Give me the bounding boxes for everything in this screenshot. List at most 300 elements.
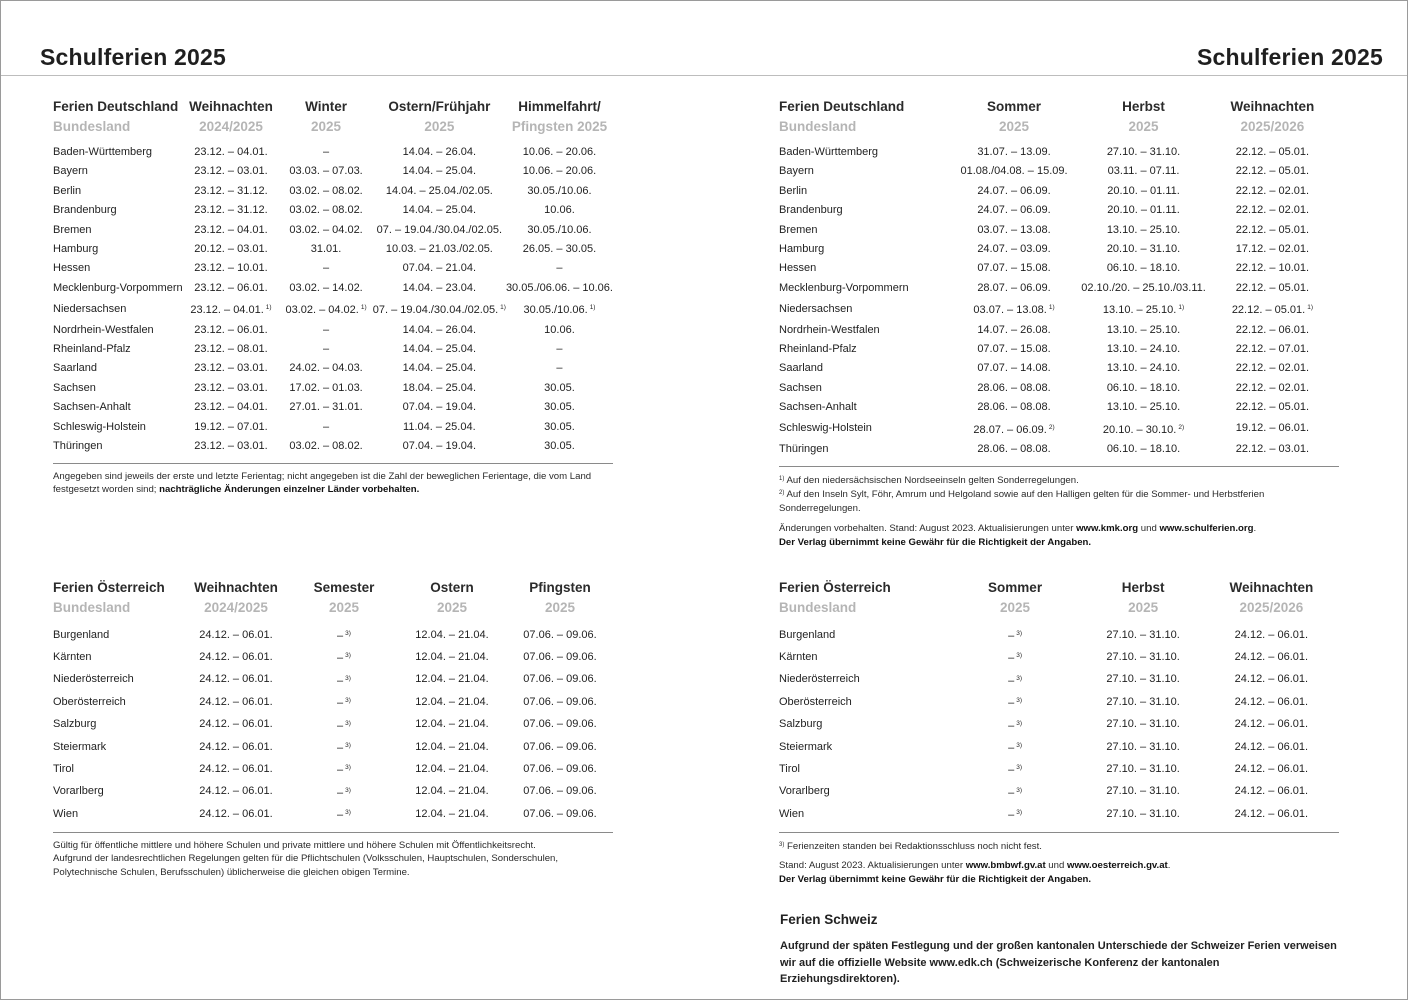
cell-text: Bayern [53,165,88,178]
footnote-text [53,470,613,498]
column-header-sub: 2025 [1000,599,1031,615]
date-range [183,221,280,240]
date-range [183,182,280,201]
cell-text: 27.10. – 31.10. [1106,762,1180,775]
date-range [279,379,372,398]
cell-text: 30.05. [544,381,575,394]
footnote-oesterreich-left [53,839,613,880]
region-name [53,646,181,668]
cell-text: Wien [53,807,79,820]
date-range [183,201,280,220]
date-range [183,418,280,437]
cell-text: Salzburg [779,718,823,731]
cell-text: 12.04. – 21.04. [415,628,489,641]
cell-text: – [1008,764,1015,777]
cell-text: 24.12. – 06.01. [199,740,273,753]
cell-text: 10.06. – 20.06. [522,146,597,158]
date-range [291,691,397,713]
column-header-sub: Bundesland [779,599,857,615]
cell-text: 07.04. – 19.04. [402,440,477,453]
date-range [181,714,291,736]
date-range [1081,201,1206,220]
table-row [779,201,1339,220]
cell-text: Burgenland [53,628,110,641]
cell-text: Hamburg [779,243,825,256]
cell-text: 12.04. – 21.04. [415,785,489,798]
section-deutschland-right [779,97,1339,549]
date-range [279,143,372,162]
date-range [947,298,1081,320]
table-row [53,259,613,278]
cell-text: 28.06. – 08.08. [977,443,1051,456]
cell-text: 30.05. [544,420,575,433]
date-range [947,221,1081,240]
cell-text: 30.05./06.06. – 10.06. [505,281,613,294]
date-range [181,691,291,713]
date-range [181,781,291,803]
cell-text: 24.12. – 06.01. [199,762,273,775]
cell-text: 18.04. – 25.04. [402,381,477,394]
date-range [1081,298,1206,320]
table-divider [779,466,1339,467]
date-range [1081,279,1206,298]
cell-text: 27.10. – 31.10. [1106,718,1180,731]
cell-text: Bayern [779,165,814,178]
table-row [779,340,1339,359]
cell-text: – [337,764,344,777]
cell-text: – [556,343,563,356]
column-header [279,97,372,143]
region-name [53,669,181,691]
column-header-main: Ostern [430,580,474,595]
cell-text: 24.12. – 06.01. [199,718,273,731]
page-title-right: Schulferien 2025 [1196,44,1383,70]
date-range [279,321,372,340]
page-title-left: Schulferien 2025 [40,44,227,70]
date-range [1206,259,1339,278]
cell-text: Berlin [779,184,808,197]
table-row [779,781,1339,803]
cell-text: – [337,809,344,822]
region-name [779,803,948,825]
date-range [507,669,613,691]
table-row [779,803,1339,825]
link-schulferien[interactable]: www.schulferien.org [1159,522,1254,534]
date-range [506,321,613,340]
column-header [183,97,280,143]
cell-text: – [337,652,344,665]
column-header-sub: 2025 [436,599,468,615]
date-range [947,201,1081,220]
date-range [947,321,1081,340]
cell-text: Steiermark [779,740,833,753]
cell-text: 23.12. – 06.01. [194,281,268,294]
region-name [53,162,183,181]
cell-text: 22.12. – 10.01. [1235,262,1310,275]
column-header [53,97,183,143]
date-range [507,781,613,803]
table-row [779,162,1339,181]
date-range [181,758,291,780]
region-name [779,162,947,181]
date-range [1082,714,1203,736]
cell-text: Wien [779,807,805,820]
cell-text: 13.10. – 25.10. [1106,223,1181,236]
table-row [53,781,613,803]
column-header-sub: 2025 [544,599,576,615]
table-row [53,691,613,713]
column-header-sub: 2025 [1128,118,1159,134]
date-range [506,182,613,201]
cell-text: – [322,323,330,336]
cell-text: 07.06. – 09.06. [523,740,597,753]
date-range [1081,259,1206,278]
cell-text: 26.05. – 30.05. [522,243,597,256]
cell-text: 24.12. – 06.01. [1234,762,1309,775]
cell-text: 19.12. – 06.01. [1235,422,1310,435]
cell-text: 07.07. – 15.08. [977,262,1051,275]
cell-text: 12.04. – 21.04. [415,673,489,686]
date-range [291,669,397,691]
cell-text: 23.12. – 04.01. [194,401,268,414]
cell-text: 30.05./10.06. [527,223,592,236]
date-range [1081,240,1206,259]
cell-text: 22.12. – 05.01. [1235,281,1310,294]
region-name [53,418,183,437]
cell-text: Rheinland-Pfalz [53,343,131,356]
table-row [779,298,1339,320]
date-range [373,221,506,240]
region-name [779,714,948,736]
table-row [53,398,613,417]
cell-text: Berlin [53,184,82,197]
table-row [779,669,1339,691]
date-range [948,803,1083,825]
date-range [183,259,280,278]
table-row [53,803,613,825]
date-range [291,714,397,736]
table-row [779,714,1339,736]
cell-text: 22.12. – 02.01. [1235,184,1310,197]
date-range [947,259,1081,278]
column-header [397,578,507,624]
table-row [779,646,1339,668]
table-row [53,359,613,378]
cell-text: 10.06. [544,323,575,336]
cell-text: 12.04. – 21.04. [415,740,489,753]
table-row [779,182,1339,201]
table-row [779,691,1339,713]
region-name [779,646,948,668]
cell-text: 07. – 19.04./30.04./02.05. [376,223,503,236]
cell-text: 14.04. – 25.04. [402,362,477,375]
date-range [1082,781,1203,803]
column-header-sub: Bundesland [779,118,857,134]
cell-text: 23.12. – 04.01. [194,146,268,158]
region-name [53,359,183,378]
cell-text: 27.10. – 31.10. [1106,807,1180,820]
cell-text: – [322,146,330,158]
column-header-sub: Pfingsten 2025 [511,118,608,134]
cell-text: Vorarlberg [779,785,830,798]
cell-text: Sachsen [779,381,822,394]
footnote-marker: 3) [1016,742,1023,750]
region-name [779,221,947,240]
cell-text: 03.11. – 07.11. [1107,165,1180,178]
cell-text: 22.12. – 05.01. [1235,223,1310,236]
date-range [279,182,372,201]
column-header [53,578,181,624]
cell-text: 22.12. – 06.01. [1235,323,1310,336]
cell-text: 12.04. – 21.04. [415,762,489,775]
footnote-marker: 3) [345,809,351,817]
cell-text: Saarland [53,362,98,375]
date-range [1206,240,1339,259]
column-header-main: Ferien Deutschland [53,99,179,114]
date-range [506,398,613,417]
cell-text: 03.07. – 13.08. [977,223,1051,236]
link-kmk[interactable]: www.kmk.org [1076,522,1139,534]
cell-text: – [1008,742,1015,755]
date-range [279,279,372,298]
cell-text: 03.02. – 08.02. [289,204,363,217]
date-range [948,669,1083,691]
column-header [948,578,1083,624]
table-row [53,221,613,240]
cell-text: 27.10. – 31.10. [1106,673,1180,686]
cell-text: 06.10. – 18.10. [1106,381,1181,394]
cell-text: 22.12. – 07.01. [1235,343,1310,356]
date-range [948,714,1083,736]
date-range [1204,669,1339,691]
cell-text: 22.12. – 02.01. [1235,204,1310,217]
section-deutschland-left [53,97,613,497]
cell-text: 24.12. – 06.01. [1234,807,1309,820]
footnote-2: $^{2)}$ Auf den Inseln Sylt, Föhr, Amrum und Helgoland sowie auf den Halligen gelten für die Sommer- und Herbstferien Sonderregelungen. [779,489,1265,515]
footnote-marker: 3) [345,697,351,705]
region-name [779,691,948,713]
region-name [53,182,183,201]
section-oesterreich-left [53,578,613,880]
date-range [373,240,506,259]
column-header-main: Herbst [1121,580,1165,595]
cell-text: 24.12. – 06.01. [199,673,273,686]
cell-text: 12.04. – 21.04. [415,807,489,820]
cell-text: Tirol [53,762,74,775]
table-row [53,624,613,646]
column-header-main: Weihnachten [1230,99,1315,114]
footnote-marker: 3) [345,786,351,794]
cell-text: – [1008,652,1015,665]
table-oesterreich-left [53,578,613,826]
cell-text: 10.06. [544,204,575,217]
date-range [1206,201,1339,220]
date-range [1082,758,1203,780]
cell-text: Bremen [779,223,818,236]
date-range [506,340,613,359]
table-row [53,162,613,181]
cell-text: – [1008,697,1015,710]
link-bmbwf[interactable]: www.bmbwf.gv.at [965,860,1046,872]
region-name [779,340,947,359]
cell-text: 14.04. – 23.04. [402,281,477,294]
table-row [53,669,613,691]
date-range [291,736,397,758]
footnote-deutschland-left [53,470,613,498]
cell-text: 23.12. – 03.01. [194,381,268,394]
date-range [279,162,372,181]
cell-text: 03.03. – 07.03. [289,165,363,178]
cell-text: 20.10. – 01.11. [1107,184,1180,197]
cell-text: 07.07. – 15.08. [977,343,1051,356]
date-range [1082,736,1203,758]
cell-text: 19.12. – 07.01. [194,420,268,433]
date-range [947,240,1081,259]
region-name [53,201,183,220]
table-row [779,624,1339,646]
column-header [947,97,1081,143]
cell-text: Sachsen-Anhalt [779,401,857,414]
date-range [397,758,507,780]
cell-text: 14.04. – 25.04. [402,343,477,356]
date-range [947,398,1081,417]
cell-text: – [1008,630,1015,642]
disclaimer: Der Verlag übernimmt keine Gewähr für die Richtigkeit der Angaben. [779,874,1092,886]
date-range [183,298,280,320]
cell-text: 22.12. – 05.01. [1235,165,1310,178]
region-name [779,669,948,691]
date-range [1206,379,1339,398]
table-row [53,736,613,758]
cell-text: 23.12. – 31.12. [194,204,268,217]
cell-text: 24.12. – 06.01. [1234,628,1309,641]
region-name [779,736,948,758]
date-range [1082,803,1203,825]
table-row [779,359,1339,378]
column-header-sub: 2024/2025 [199,118,263,134]
footnote-marker: 3) [345,742,351,750]
cell-text: Hessen [779,262,817,275]
cell-text: – [337,697,344,710]
cell-text: 28.07. – 06.09. [973,423,1047,436]
column-header [373,97,506,143]
cell-text: Hessen [53,262,91,275]
date-range [1206,182,1339,201]
cell-text: 14.04. – 25.04./02.05. [385,184,493,197]
region-name [779,279,947,298]
date-range [947,418,1081,440]
date-range [397,669,507,691]
date-range [181,803,291,825]
date-range [279,298,372,320]
table-row [779,279,1339,298]
footnote-line-2: Aufgrund der landesrechtlichen Regelungen gelten für die Pflichtschulen (Volksschulen, Hauptschulen, Sonderschulen, Polytechnische Schulen, Berufsschulen) üblicherweise die gleichen obigen Termine. [53,853,559,879]
date-range [1204,624,1339,646]
table-row [779,736,1339,758]
date-range [1206,143,1339,162]
region-name [779,359,947,378]
section-oesterreich-right [779,578,1339,887]
table-row [779,440,1339,459]
column-header-sub: 2024/2025 [204,599,268,615]
table-row [779,418,1339,440]
date-range [947,162,1081,181]
date-range [279,221,372,240]
footnote-line-1: Gültig für öffentliche mittlere und höhere Schulen und private mittlere und höhere Schulen mit Öffentlichkeitsrecht. [53,839,536,851]
footnote-marker: 3) [345,764,351,772]
cell-text: Nordrhein-Westfalen [779,323,880,336]
cell-text: 24.07. – 06.09. [977,204,1051,217]
date-range [1081,379,1206,398]
cell-text: 06.10. – 18.10. [1106,443,1181,456]
cell-text: 23.12. – 31.12. [194,184,268,197]
date-range [181,624,291,646]
cell-text: 27.10. – 31.10. [1106,785,1180,798]
region-name [779,624,948,646]
cell-text: 24.07. – 06.09. [977,184,1051,197]
cell-text: 07.06. – 09.06. [523,695,597,708]
date-range [507,736,613,758]
date-range [506,298,613,320]
table-row [779,221,1339,240]
date-range [279,398,372,417]
region-name [53,398,183,417]
cell-text: Niedersachsen [779,302,853,315]
cell-text: Vorarlberg [53,785,104,798]
cell-text: 17.02. – 01.03. [289,381,363,394]
date-range [948,646,1083,668]
footnote-marker: 3) [345,630,351,637]
date-range [279,259,372,278]
cell-text: 23.12. – 08.01. [194,343,268,356]
footnote-marker: 3) [345,674,351,682]
cell-text: 27.10. – 31.10. [1106,628,1180,641]
cell-text: 27.10. – 31.10. [1106,740,1180,753]
cell-text: 13.10. – 25.10. [1102,304,1177,317]
column-header [1206,97,1339,143]
date-range [397,736,507,758]
cell-text: 24.12. – 06.01. [1234,785,1309,798]
date-range [397,646,507,668]
table-row [53,379,613,398]
date-range [1082,624,1203,646]
date-range [1206,162,1339,181]
cell-text: – [556,262,563,275]
cell-text: 20.10. – 30.10. [1102,423,1177,436]
date-range [373,182,506,201]
region-name [53,240,183,259]
date-range [373,340,506,359]
cell-text: – [556,362,563,375]
date-range [291,803,397,825]
table-row [53,418,613,437]
header-row [53,578,613,624]
cell-text: 24.12. – 06.01. [199,628,273,641]
date-range [506,279,613,298]
date-range [291,781,397,803]
cell-text: 07.06. – 09.06. [523,762,597,775]
date-range [1082,691,1203,713]
region-name [53,624,181,646]
cell-text: 28.06. – 08.08. [977,401,1051,414]
date-range [1081,143,1206,162]
date-range [397,624,507,646]
region-name [53,279,183,298]
cell-text: – [337,674,344,687]
link-oesterreich[interactable]: www.oesterreich.gv.at [1066,860,1168,872]
region-name [779,143,947,162]
column-header [779,578,948,624]
